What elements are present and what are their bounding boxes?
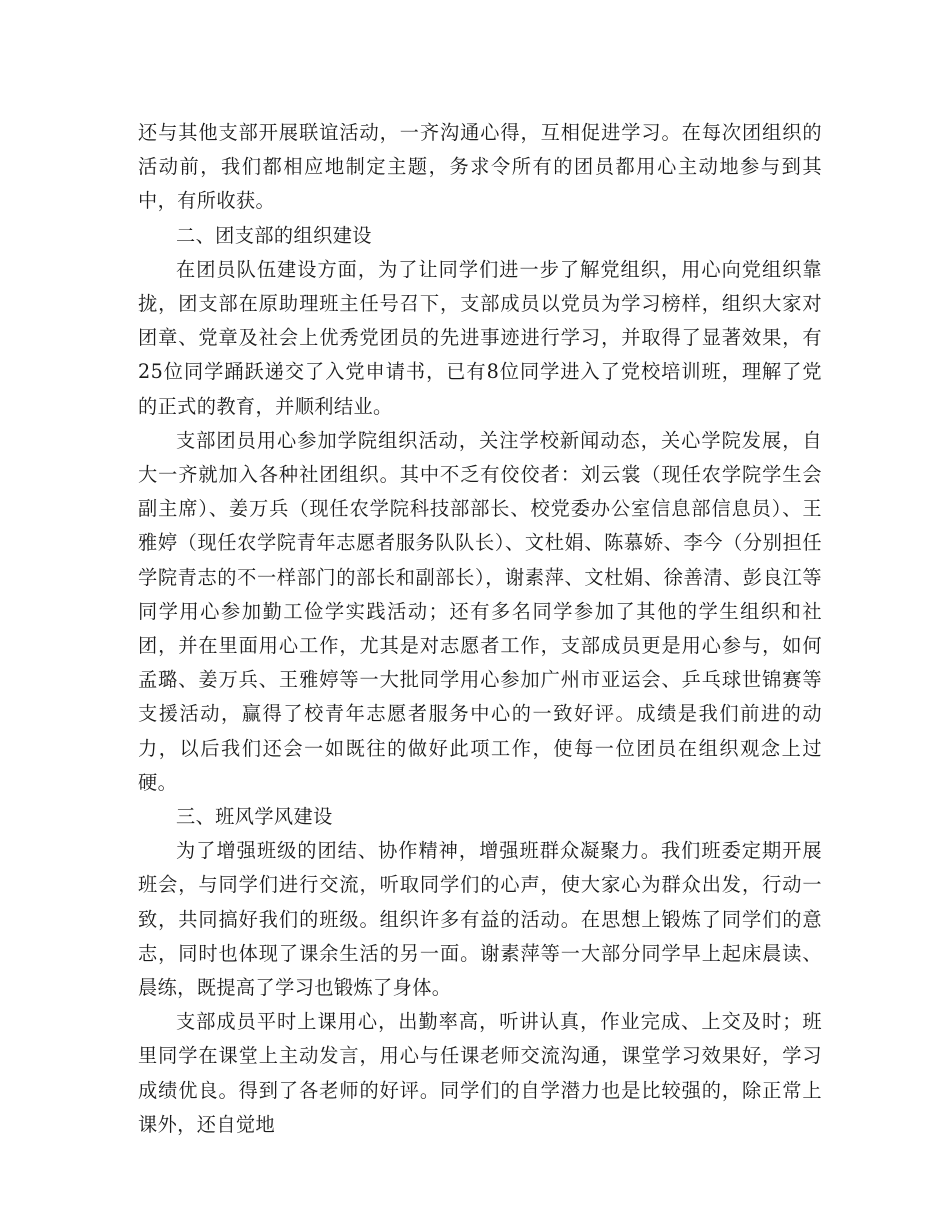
paragraph-4: 为了增强班级的团结、协作精神，增强班群众凝聚力。我们班委定期开展班会，与同学们进行交流，听取同学们的心声，使大家心为群众出发，行动一致，共同搞好我们的班级。组织许多有益的活动。在思想上锻炼了同学们的意志，同时也体现了课余生活的另一面。谢素萍等一大部分同学早上起床晨读、晨练，既提高了学习也锻炼了身体。	[138, 839, 822, 1000]
paragraph-3: 支部团员用心参加学院组织活动，关注学校新闻动态，关心学院发展，自大一齐就加入各种社团组织。其中不乏有佼佼者：刘云裳（现任农学院学生会副主席）、姜万兵（现任农学院科技部部长、校党委办公室信息部信息员）、王雅婷（现任农学院青年志愿者服务队队长）、文杜娟、陈慕娇、李今（分别担任学院青志的不一样部门的部长和副部长），谢素萍、文杜娟、徐善清、彭良江等同学用心参加勤工俭学实践活动；还有多名同学参加了其他的学生组织和社团，并在里面用心工作，尤其是对志愿者工作，支部成员更是用心参与，如何孟璐、姜万兵、王雅婷等一大批同学用心参加广州市亚运会、乒乓球世锦赛等支援活动，赢得了校青年志愿者服务中心的一致好评。成绩是我们前进的动力，以后我们还会一如既往的做好此项工作，使每一位团员在组织观念上过硬。	[138, 428, 822, 794]
section-heading-organization: 二、团支部的组织建设	[176, 223, 372, 247]
paragraph-2: 在团员队伍建设方面，为了让同学们进一步了解党组织，用心向党组织靠拢，团支部在原助理班主任号召下，支部成员以党员为学习榜样，组织大家对团章、党章及社会上优秀党团员的先进事迹进行学习，并取得了显著效果，有25位同学踊跃递交了入党申请书，已有8位同学进入了党校培训班，理解了党的正式的教育，并顺利结业。	[138, 257, 822, 418]
paragraph-1: 还与其他支部开展联谊活动，一齐沟通心得，互相促进学习。在每次团组织的活动前，我们都相应地制定主题，务求令所有的团员都用心主动地参与到其中，有所收获。	[138, 121, 822, 213]
paragraph-5: 支部成员平时上课用心，出勤率高，听讲认真，作业完成、上交及时；班里同学在课堂上主动发言，用心与任课老师交流沟通，课堂学习效果好，学习成绩优良。得到了各老师的好评。同学们的自学潜力也是比较强的，除正常上课外，还自觉地	[138, 1010, 822, 1136]
section-heading-class-style: 三、班风学风建设	[176, 805, 333, 829]
